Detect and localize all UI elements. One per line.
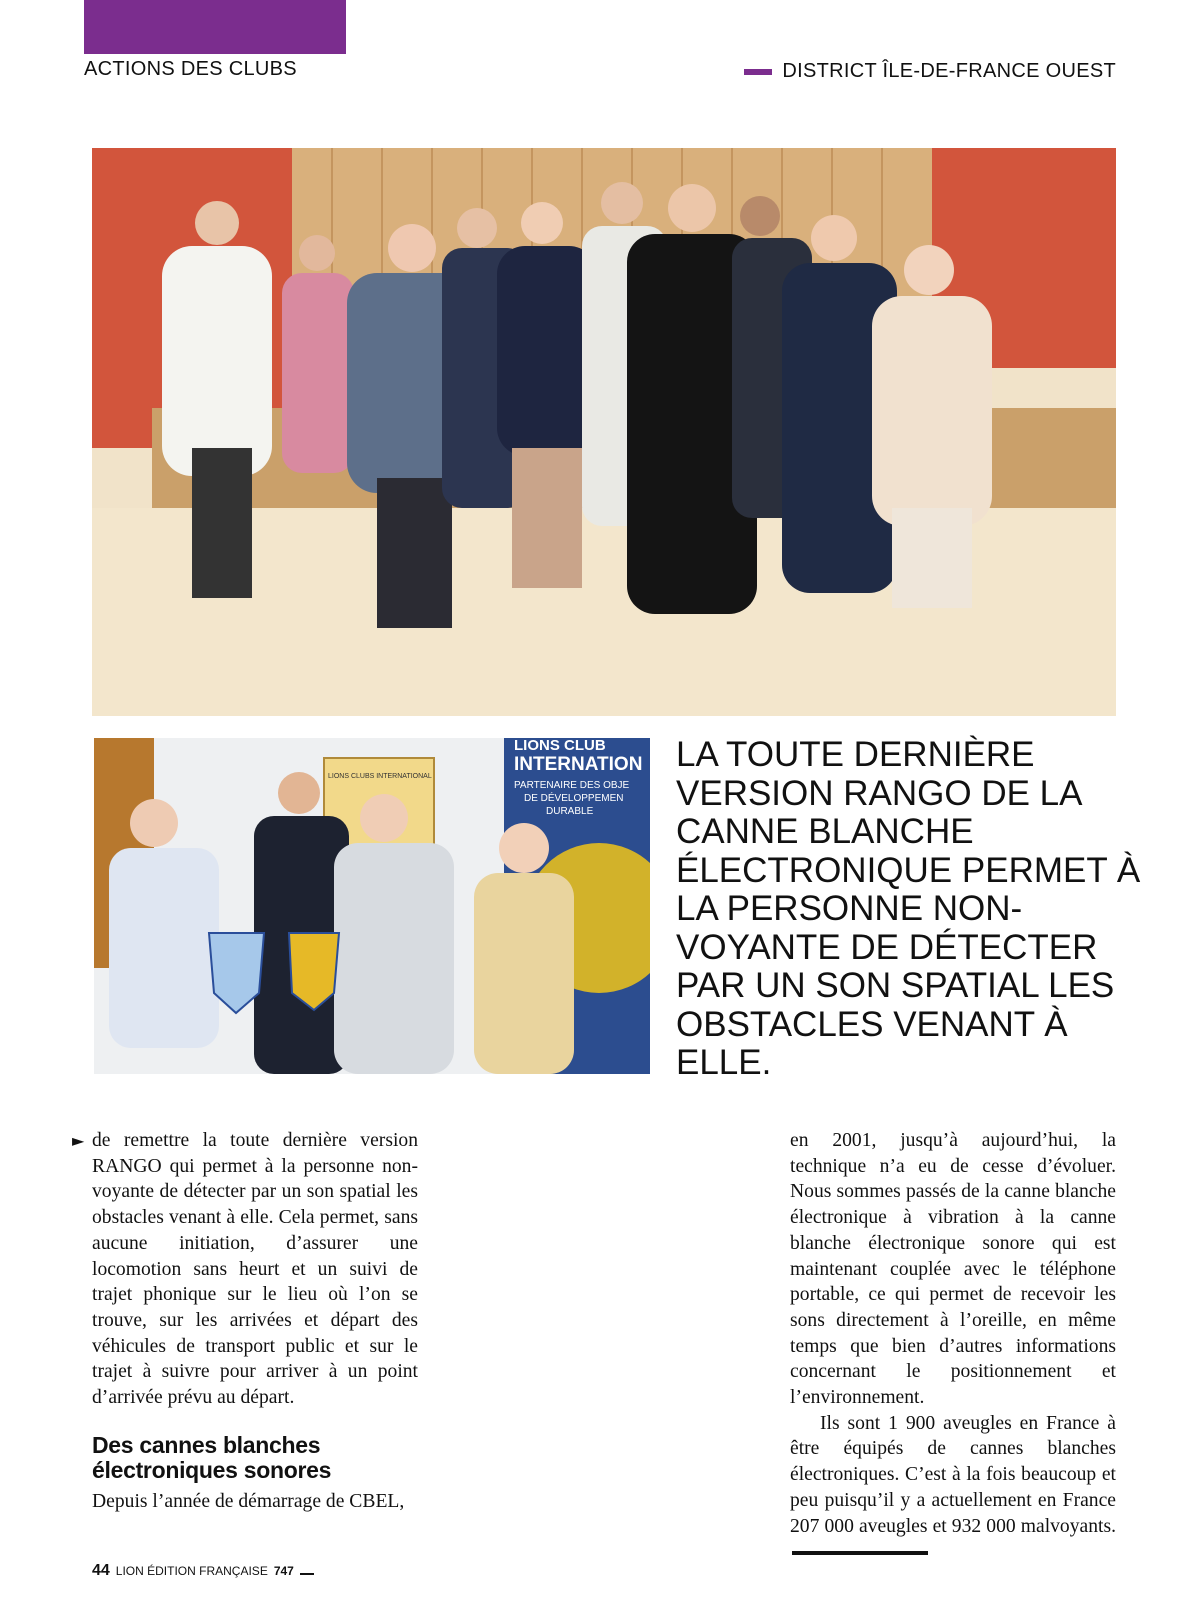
photo-banner-line-1: LIONS CLUB (514, 738, 606, 754)
photo-banner-line-3: PARTENAIRE DES OBJE (514, 780, 630, 791)
body-paragraph: Depuis l’année de démarrage de CBEL, (92, 1490, 405, 1512)
section-color-bar (84, 0, 346, 54)
body-paragraph: de remettre la toute dernière version RANGO qui permet à la personne non-voyante de détecter par un son spatial les obstacles venant à elle. Cela permet, sans aucune initiation, d’assurer une locomotion sans heurt et un suivi de trajet phonique sur le lieu où l’on se trouve, sur les arrivées et départ des véhicules de transport public et sur le trajet à suivre pour arriver à un point d’arrivée prévu au départ. (92, 1130, 418, 1409)
issue-number: 747 (273, 1564, 294, 1578)
body-column-right (790, 1128, 1116, 1565)
section-label: ACTIONS DES CLUBS (84, 58, 297, 80)
page-footer (92, 1562, 314, 1580)
photo-banner-line-4: DE DÉVELOPPEMEN (524, 793, 624, 804)
photo-banner-line-2: INTERNATION (514, 754, 643, 775)
pull-quote: LA TOUTE DERNIÈRE VERSION RANGO DE LA CANNE BLANCHE ÉLECTRONIQUE PERMET À LA PERSONNE NON-VOYANTE DE DÉTECTER PAR UN SON SPATIAL LES OBSTACLES VENANT À ELLE. (676, 735, 1141, 1082)
page-number: 44 (92, 1562, 110, 1579)
body-paragraph-end (790, 1411, 1116, 1565)
photo-pennant-label: LIONS CLUBS INTERNATIONAL (328, 773, 432, 780)
body-paragraph: en 2001, jusqu’à aujourd’hui, la technique n’a eu de cesse d’évoluer. Nous sommes passés de la canne blanche électronique à vibration à la canne blanche électronique sonore qui est maintenant couplée avec le téléphone portable, ce qui permet de recevoir les sons directement à l’oreille, en même temps que bien d’autres informations concernant le positionnement et l’environnement. (790, 1130, 1116, 1409)
continue-arrow-icon: ► (72, 1131, 85, 1150)
body-column-left (92, 1128, 418, 1514)
subheading: Des cannes blanches électroniques sonores (92, 1431, 332, 1483)
body-paragraph-text: Ils sont 1 900 aveugles en France à être équipés de cannes blanches électroniques. C’est à la fois beaucoup et peu puisqu’il y a actuellement en France 207 000 aveugles et 932 000 malvoyants. (790, 1412, 1116, 1537)
district-label-text: DISTRICT ÎLE-DE-FRANCE OUEST (782, 60, 1116, 82)
pennant-photo (94, 738, 650, 1074)
district-label (744, 60, 1116, 83)
footer-dash (300, 1573, 314, 1575)
photo-banner-line-5: DURABLE (546, 806, 594, 817)
group-photo (92, 148, 1116, 716)
end-rule (792, 1551, 928, 1555)
publication-name: LION ÉDITION FRANÇAISE (115, 1564, 268, 1578)
district-dash (744, 69, 772, 75)
